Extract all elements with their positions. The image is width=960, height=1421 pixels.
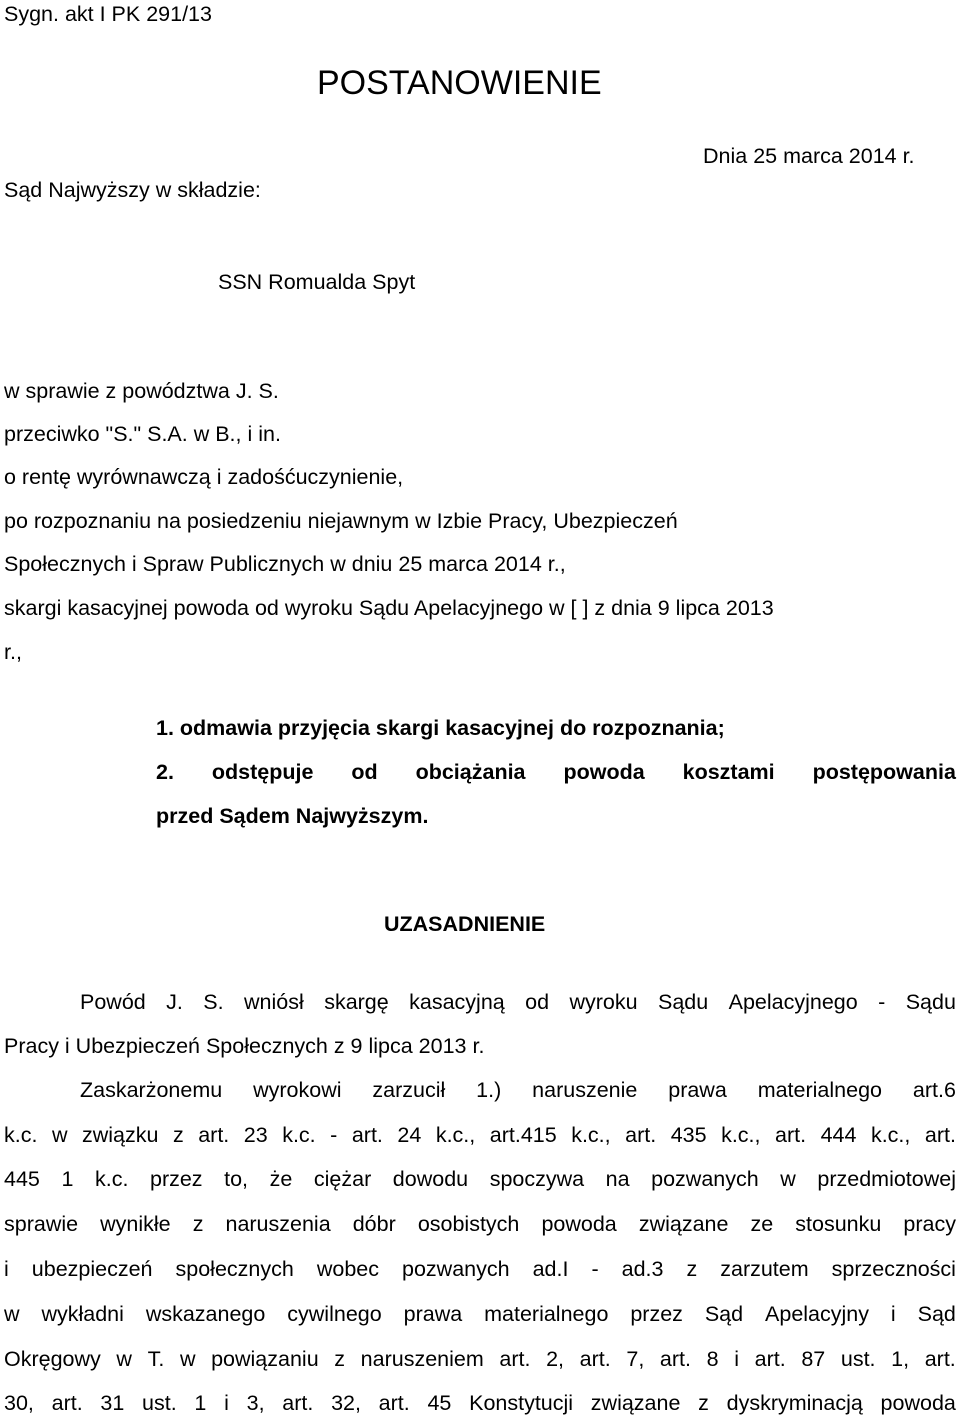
justification-line: w wykładni wskazanego cywilnego prawa materialnego przez Sąd Apelacyjny i Sąd: [4, 1302, 956, 1326]
justification-heading: UZASADNIENIE: [384, 912, 546, 936]
case-line: Społecznych i Spraw Publicznych w dniu 25 marca 2014 r.,: [4, 552, 566, 576]
case-line: o rentę wyrównawczą i zadośćuczynienie,: [4, 465, 404, 489]
word: od: [351, 760, 378, 784]
court-composition: Sąd Najwyższy w składzie:: [4, 178, 261, 202]
justification-line: Zaskarżonemu wyrokowi zarzucił 1.) naruszenie prawa materialnego art.6: [80, 1078, 956, 1102]
justification-line: 30, art. 31 ust. 1 i 3, art. 32, art. 45 Konstytucji związane z dyskryminacją powoda: [4, 1391, 956, 1415]
judge-name: SSN Romualda Spyt: [218, 270, 416, 294]
document-title: POSTANOWIENIE: [317, 64, 602, 102]
case-line: r.,: [4, 640, 22, 664]
word: 2.: [156, 760, 174, 784]
case-line: przeciwko "S." S.A. w B., i in.: [4, 422, 281, 446]
ruling-item-2: [156, 762, 956, 784]
word: postępowania: [812, 760, 956, 784]
justification-line: Powód J. S. wniósł skargę kasacyjną od wyroku Sądu Apelacyjnego - Sądu: [80, 990, 956, 1014]
word: obciążania: [415, 760, 526, 784]
word: odstępuje: [211, 760, 314, 784]
case-signature: Sygn. akt I PK 291/13: [4, 2, 212, 26]
justification-line: Pracy i Ubezpieczeń Społecznych z 9 lipca 2013 r.: [4, 1034, 485, 1058]
word: powoda: [563, 760, 645, 784]
justification-line: k.c. w związku z art. 23 k.c. - art. 24 k.c., art.415 k.c., art. 435 k.c., art. 444 k.c., art.: [4, 1123, 956, 1147]
ruling-date: Dnia 25 marca 2014 r.: [703, 144, 915, 168]
case-line: w sprawie z powództwa J. S.: [4, 379, 279, 403]
ruling-item-2-end: przed Sądem Najwyższym.: [156, 804, 429, 828]
justification-line: 445 1 k.c. przez to, że ciężar dowodu spoczywa na pozwanych w przedmiotowej: [4, 1167, 956, 1191]
case-line: po rozpoznaniu na posiedzeniu niejawnym w Izbie Pracy, Ubezpieczeń: [4, 509, 678, 533]
ruling-item-1: 1. odmawia przyjęcia skargi kasacyjnej do rozpoznania;: [156, 716, 725, 740]
justification-line: i ubezpieczeń społecznych wobec pozwanych ad.I - ad.3 z zarzutem sprzeczności: [4, 1257, 956, 1281]
case-line: skargi kasacyjnej powoda od wyroku Sądu Apelacyjnego w [ ] z dnia 9 lipca 2013: [4, 596, 774, 620]
justification-line: sprawie wynikłe z naruszenia dóbr osobistych powoda związane ze stosunku pracy: [4, 1212, 956, 1236]
word: kosztami: [682, 760, 775, 784]
justification-line: Okręgowy w T. w powiązaniu z naruszeniem art. 2, art. 7, art. 8 i art. 87 ust. 1, art.: [4, 1347, 956, 1371]
